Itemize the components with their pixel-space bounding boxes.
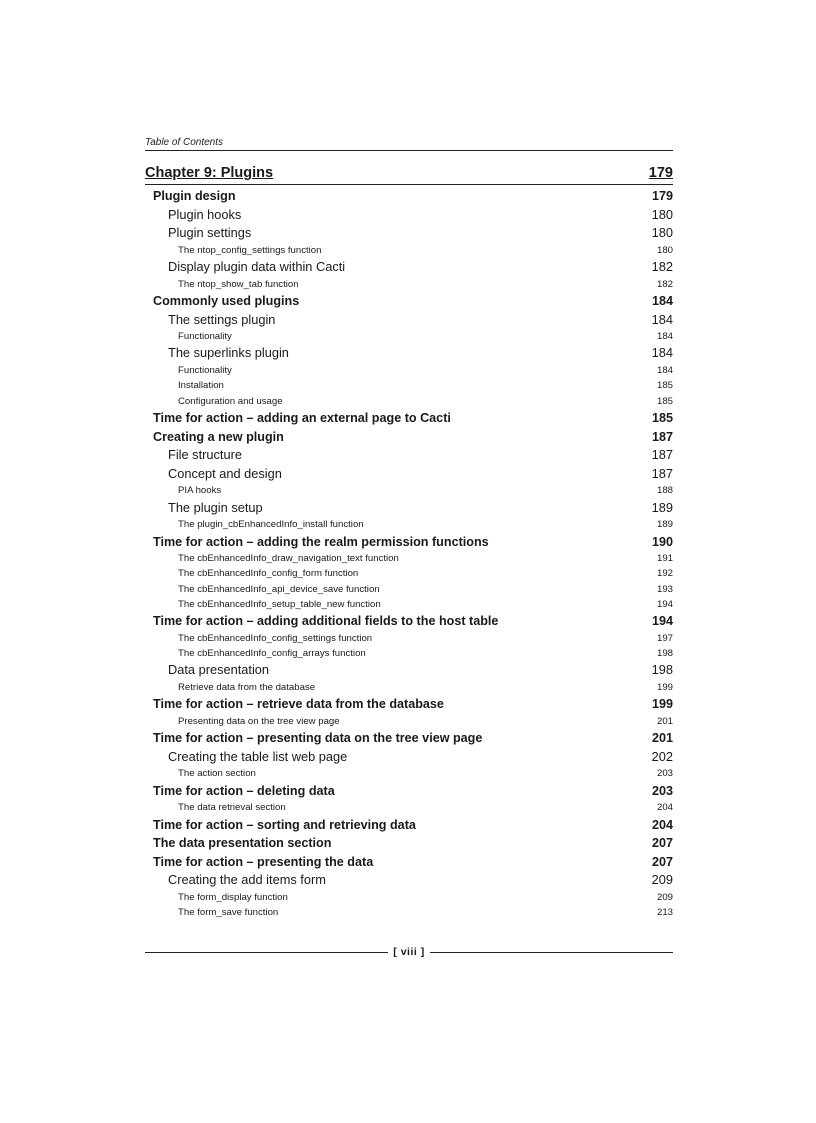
toc-entry-page: 198 [656,648,673,660]
toc-entry-title: The cbEnhancedInfo_config_form function [178,568,359,580]
toc-entry-page: 185 [656,380,673,392]
toc-entry-l1[interactable] [145,292,673,311]
toc-entry-l2[interactable] [145,661,673,680]
toc-entry-title: Functionality [178,331,232,343]
toc-entry-l2[interactable] [145,871,673,890]
toc-entry-page: 188 [656,485,673,497]
toc-entry-l3[interactable] [145,597,673,612]
toc-entry-page: 203 [656,768,673,780]
toc-entry-l3[interactable] [145,800,673,815]
toc-entry-page: 202 [651,748,673,764]
toc-entry-page: 192 [656,568,673,580]
toc-entry-l2[interactable] [145,258,673,277]
toc-entry-title: Concept and design [168,465,282,481]
toc-entry-page: 179 [648,165,673,181]
toc-entry-title: Time for action – deleting data [153,783,335,798]
toc-entry-page: 201 [656,715,673,727]
toc-entry-title: The settings plugin [168,311,276,327]
toc-entry-page: 197 [656,632,673,644]
toc-entry-l1[interactable] [145,409,673,428]
toc-entry-title: The plugin setup [168,499,263,515]
page-number: [ viii ] [393,946,425,958]
toc-entry-l2[interactable] [145,311,673,330]
toc-entry-page: 204 [656,802,673,814]
toc-entry-page: 187 [651,429,673,444]
toc-entry-page: 187 [651,447,673,463]
toc-entry-l3[interactable] [145,483,673,498]
toc-entry-l3[interactable] [145,680,673,695]
toc-entry-l3[interactable] [145,517,673,532]
toc-entry-page: 194 [651,614,673,629]
toc-entry-page: 193 [656,583,673,595]
toc-entry-title: Time for action – presenting data on the tree view page [153,731,483,746]
toc-entry-l3[interactable] [145,378,673,393]
toc-entry-title: Plugin design [153,189,236,203]
toc-entry-title: The ntop_show_tab function [178,278,299,290]
toc-entry-title: Installation [178,380,224,392]
toc-entry-page: 182 [656,278,673,290]
toc-entry-page: 184 [651,345,673,361]
toc-entry-title: Time for action – retrieve data from the database [153,697,444,712]
toc-entry-page: 207 [651,854,673,869]
toc-entry-title: Display plugin data within Cacti [168,259,346,275]
toc-entry-title: File structure [168,447,242,463]
toc-entry-l2[interactable] [145,344,673,363]
toc-entry-l3[interactable] [145,890,673,905]
toc-entry-page: 179 [651,189,673,203]
toc-entry-page: 199 [651,697,673,712]
toc-entry-title: Commonly used plugins [153,293,300,308]
footer-rule-left [145,952,388,953]
toc-entry-title: Configuration and usage [178,395,283,407]
toc-entry-title: Creating a new plugin [153,429,284,444]
toc-entry-l1[interactable] [145,695,673,714]
toc-entry-page: 187 [651,465,673,481]
toc-entry-l3[interactable] [145,631,673,646]
toc-entry-l2[interactable] [145,748,673,767]
toc-entry-page: 189 [651,499,673,515]
toc-entry-page: 185 [656,395,673,407]
toc-entry-l1[interactable] [145,853,673,872]
toc-entry-l1[interactable] [145,834,673,853]
toc-entry-title: Chapter 9: Plugins [145,165,274,181]
toc-entry-page: 191 [656,553,673,565]
toc-entry-l1[interactable] [145,612,673,631]
toc-entry-title: PIA hooks [178,485,222,497]
toc-entry-title: The plugin_cbEnhancedInfo_install function [178,519,364,531]
toc-entry-l2[interactable] [145,446,673,465]
toc-entry-title: The ntop_config_settings function [178,244,322,256]
toc-entry-l2[interactable] [145,499,673,518]
toc-entry-title: The data presentation section [153,836,332,851]
toc-entry-l2[interactable] [145,224,673,243]
toc-entry-page: 207 [651,836,673,851]
toc-entry-l2[interactable] [145,206,673,225]
toc-entry-l3[interactable] [145,277,673,292]
running-header: Table of Contents [145,137,224,148]
toc-entry-l3[interactable] [145,566,673,581]
toc-entry-page: 180 [656,244,673,256]
toc-entry-title: The cbEnhancedInfo_setup_table_new function [178,598,381,610]
toc-entry-page: 189 [656,519,673,531]
toc-entry-title: The action section [178,768,256,780]
toc-entry-l1[interactable] [145,533,673,552]
toc-entry-l3[interactable] [145,394,673,409]
toc-entry-l2[interactable] [145,465,673,484]
toc-entry-page: 180 [651,225,673,241]
toc-entry-page: 213 [656,907,673,919]
toc-entry-l1[interactable] [145,782,673,801]
table-of-contents [145,163,673,921]
toc-entry-page: 184 [651,293,673,308]
toc-entry-page: 198 [651,662,673,678]
toc-entry-l1[interactable] [145,816,673,835]
toc-entry-title: The data retrieval section [178,802,286,814]
toc-entry-title: Time for action – sorting and retrieving data [153,817,416,832]
toc-entry-title: Functionality [178,365,232,377]
toc-entry-page: 184 [656,365,673,377]
toc-entry-page: 182 [651,259,673,275]
toc-entry-title: The form_display function [178,892,288,903]
toc-entry-page: 199 [656,682,673,694]
toc-entry-page: 203 [651,783,673,798]
header-rule [145,150,673,151]
toc-entry-l3[interactable] [145,363,673,378]
toc-entry-title: The cbEnhancedInfo_draw_navigation_text function [178,553,399,565]
toc-entry-l1[interactable] [145,187,673,206]
toc-entry-l3[interactable] [145,714,673,729]
toc-entry-page: 194 [656,598,673,610]
toc-entry-title: Time for action – adding the realm permission functions [153,534,489,549]
toc-entry-page: 201 [651,731,673,746]
toc-entry-title: Creating the add items form [168,872,326,888]
toc-entry-title: Time for action – presenting the data [153,854,374,869]
toc-entry-title: Time for action – adding additional fields to the host table [153,614,499,629]
toc-entry-page: 190 [651,534,673,549]
toc-entry-title: Time for action – adding an external page to Cacti [153,410,451,425]
toc-entry-page: 184 [651,311,673,327]
toc-entry-title: Presenting data on the tree view page [178,715,340,727]
toc-entry-title: The cbEnhancedInfo_config_arrays function [178,648,366,660]
toc-entry-page: 209 [651,872,673,888]
toc-entry-title: Data presentation [168,662,270,678]
toc-entry-l1[interactable] [145,729,673,748]
toc-entry-title: Retrieve data from the database [178,682,316,694]
toc-entry-l3[interactable] [145,646,673,661]
toc-entry-title: The cbEnhancedInfo_config_settings function [178,632,373,644]
toc-entry-title: The form_save function [178,907,279,919]
toc-entry-l3[interactable] [145,329,673,344]
toc-entry-title: The cbEnhancedInfo_api_device_save function [178,583,380,595]
toc-entry-page: 185 [651,410,673,425]
toc-entry-title: Creating the table list web page [168,748,348,764]
toc-entry-title: Plugin settings [168,225,252,241]
toc-entry-l1[interactable] [145,428,673,447]
toc-entry-page: 204 [651,817,673,832]
toc-entry-l3[interactable] [145,582,673,597]
toc-entry-l3[interactable] [145,551,673,566]
toc-entry-l3[interactable] [145,243,673,258]
toc-chapter-entry[interactable] [145,163,673,185]
toc-entry-title: Plugin hooks [168,206,242,222]
toc-entry-l3[interactable] [145,905,673,920]
toc-entry-page: 180 [651,206,673,222]
page-footer [145,943,673,961]
toc-entry-page: 184 [656,331,673,343]
toc-entry-l3[interactable] [145,766,673,781]
toc-entry-page: 209 [656,892,673,903]
toc-entry-title: The superlinks plugin [168,345,289,361]
footer-rule-right [430,952,673,953]
